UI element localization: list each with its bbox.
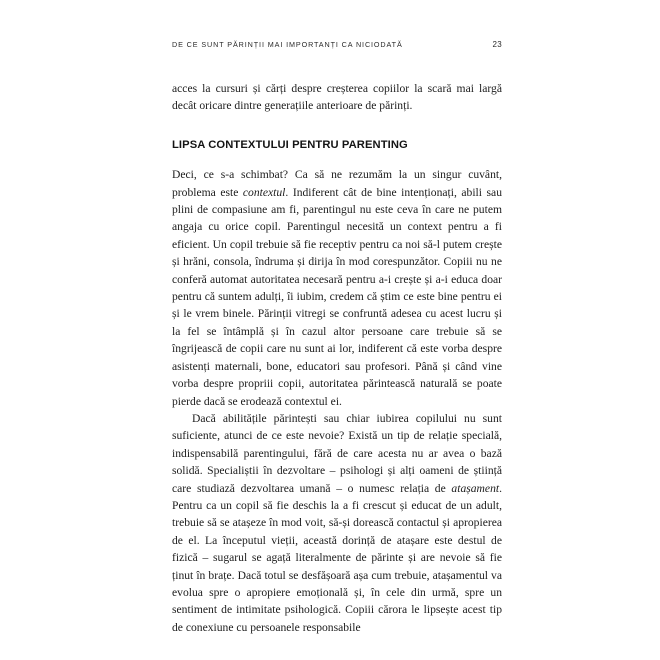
paragraph-2-emphasis: atașament [451, 481, 500, 495]
running-title: DE CE SUNT PĂRINȚII MAI IMPORTANȚI CA NICIODATĂ [172, 40, 403, 49]
page-body [172, 80, 502, 636]
paragraph-2-text-a: Dacă abilitățile părintești sau chiar iubirea copilului nu sunt suficiente, atunci de ce este nevoie? Există un tip de relație specială, indispensabilă parentingului, fără de care acesta nu ar avea o bază solidă. Specialiștii în dezvoltare – psihologi și alți oameni de știință care studiază dezvoltarea umană – o numesc relația de [172, 411, 502, 495]
paragraph-1-emphasis: contextul [242, 185, 286, 199]
paragraph-1-text-a: Deci, ce s-a schimbat? Ca să ne rezumăm la un singur cuvânt, problema este [172, 168, 502, 199]
intro-paragraph: acces la cursuri și cărți despre creșterea copiilor la scară mai largă decât oricare dintre generațiile anterioare de părinți. [172, 82, 502, 113]
paragraph-1 [172, 166, 502, 410]
running-header [172, 40, 502, 49]
paragraph-2-text-b: . Pentru ca un copil să fie deschis la a fi crescut și educat de un adult, trebuie să se atașeze în mod voit, să-și dorească contactul și apropierea de el. La începutul vieții, această dorință de atașare este destul de fizică – sugarul se agață literalmente de părinte și are nevoie să fie ținut în brațe. Dacă totul se desfășoară așa cum trebuie, atașamentul va evolua spre o apropiere emoțională și, în cele din urmă, spre un sentiment de intimitate psihologică. Copiii cărora le lipsește acest tip de conexiune cu persoanele responsabile [172, 481, 502, 634]
section-heading: LIPSA CONTEXTULUI PENTRU PARENTING [172, 138, 408, 151]
page-number: 23 [492, 40, 502, 49]
paragraph-2 [172, 410, 502, 636]
paragraph-1-text-b: . Indiferent cât de bine intenționați, abili sau plini de compasiune am fi, parentingul nu este ceva în care ne putem angaja cu orice copil. Parentingul necesită un context pentru a fi eficient. Un copil trebuie să fie receptiv pentru ca noi să-l putem crește și hrăni, consola, îndruma și dirija în mod corespunzător. Copiii nu ne conferă automat autoritatea necesară pentru a-i crește și a-i educa doar pentru că suntem adulți, îi iubim, credem că știm ce este bine pentru ei și le vrem binele. Părinții vitregi se confruntă adesea cu acest lucru și la fel se întâmplă și în cazul altor persoane care trebuie să se îngrijească de copii care nu sunt ai lor, indiferent că este vorba despre asistenți maternali, bone, educatori sau profesori. Până și când vine vorba despre propriii copii, autoritatea părintească naturală se poate pierde dacă se erodează contextul ei. [172, 185, 503, 408]
